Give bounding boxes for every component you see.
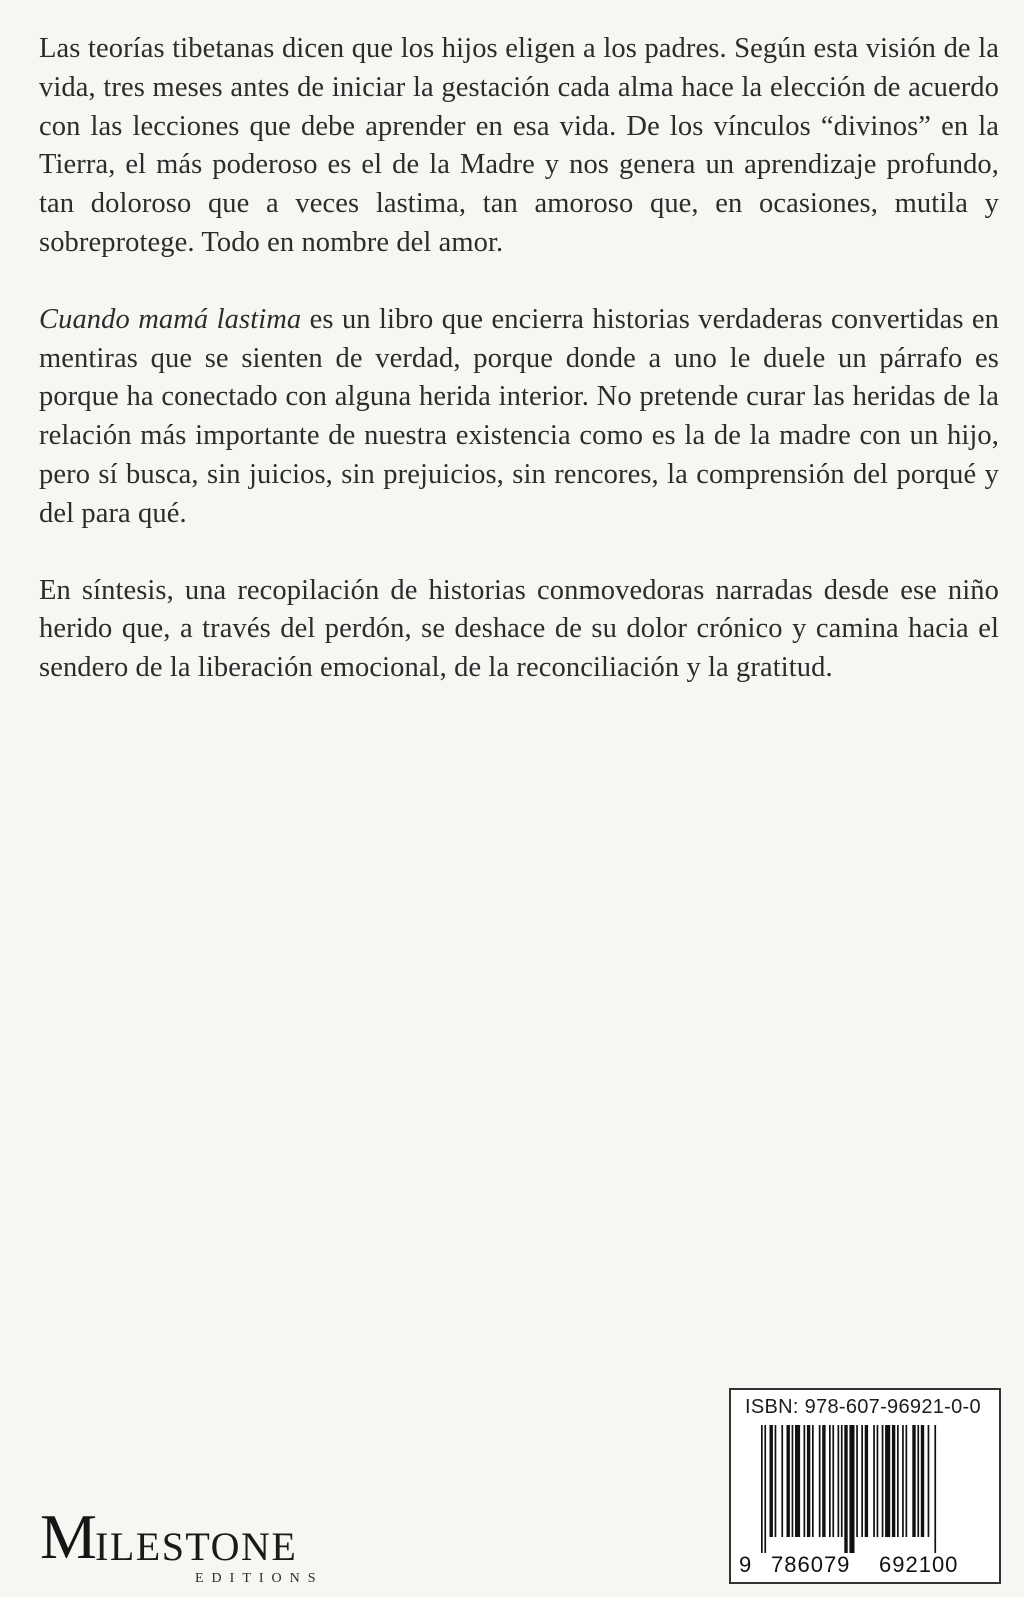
barcode-bar	[873, 1425, 875, 1537]
book-title: Cuando mamá lastima	[39, 303, 302, 335]
barcode-bar	[838, 1425, 840, 1537]
barcode-bar	[822, 1425, 825, 1537]
barcode-bar	[861, 1425, 863, 1537]
barcode-bar	[917, 1425, 919, 1537]
barcode-digits-right: 692100	[879, 1552, 959, 1577]
barcode-bar	[792, 1425, 794, 1537]
synopsis-paragraph-1: Las teorías tibetanas dicen que los hijos eligen a los padres. Según esta visión de la vida, tres meses antes de iniciar la gestación cada alma hace la elección de acuerdo con las lecciones que debe aprender en esa vida. De los vínculos “divinos” en la Tierra, el más poderoso es el de la Madre y nos genera un aprendizaje profundo, tan doloroso que a veces lastima, tan amoroso que, en ocasiones, mutila y sobreprotege. Todo en nombre del amor.	[39, 33, 999, 258]
barcode-bar	[787, 1425, 790, 1537]
barcode-bar	[770, 1425, 773, 1537]
barcode-bar	[856, 1425, 858, 1537]
barcode-bar	[877, 1425, 879, 1537]
synopsis	[39, 30, 999, 726]
synopsis-paragraph-2-text: es un libro que encierra historias verdaderas convertidas en mentiras que se sienten de verdad, porque donde a uno le duele un párrafo es porque ha conectado con alguna herida interior. No pretende curar las heridas de la relación más importante de nuestra existencia como es la de la madre con un hijo, pero sí busca, sin juicios, sin prejuicios, sin rencores, la comprensión del porqué y del para qué.	[39, 303, 999, 529]
barcode-bar	[892, 1425, 895, 1537]
barcode-bar	[781, 1425, 783, 1537]
barcode-bar	[807, 1425, 810, 1537]
barcode-bar	[795, 1425, 800, 1537]
barcode-bar	[897, 1425, 899, 1537]
publisher-logo	[40, 1501, 360, 1595]
barcode-bar	[812, 1425, 814, 1537]
logo-subtitle: EDITIONS	[195, 1571, 324, 1586]
barcode-bar	[819, 1425, 821, 1537]
barcode-bar	[921, 1425, 924, 1537]
isbn-barcode	[729, 1388, 1001, 1584]
barcode-bar	[804, 1425, 806, 1537]
synopsis-paragraph-2	[39, 301, 999, 534]
barcode-bar	[841, 1425, 843, 1537]
barcode-bar	[928, 1425, 930, 1537]
barcode-bar	[912, 1425, 915, 1537]
barcode-bar	[865, 1425, 868, 1537]
synopsis-paragraph-3: En síntesis, una recopilación de historias conmovedoras narradas desde ese niño herido que, a través del perdón, se deshace de su dolor crónico y camina hacia el sendero de la liberación emocional, de la reconciliación y la gratitud.	[39, 574, 999, 684]
barcode-bar	[882, 1425, 884, 1537]
barcode-bar	[775, 1425, 777, 1537]
isbn-label: ISBN: 978-607-96921-0-0	[745, 1396, 981, 1418]
barcode-bar	[832, 1425, 834, 1537]
barcode-digit-first: 9	[739, 1552, 753, 1577]
barcode-bar	[902, 1425, 904, 1537]
barcode-digits-left: 786079	[771, 1552, 851, 1577]
logo-name: ILESTONE	[95, 1524, 298, 1569]
logo-initial: M	[40, 1501, 97, 1572]
barcode-bar	[906, 1425, 908, 1537]
barcode-bar	[885, 1425, 890, 1537]
barcode-bar	[829, 1425, 831, 1537]
barcode-digits	[731, 1530, 999, 1582]
